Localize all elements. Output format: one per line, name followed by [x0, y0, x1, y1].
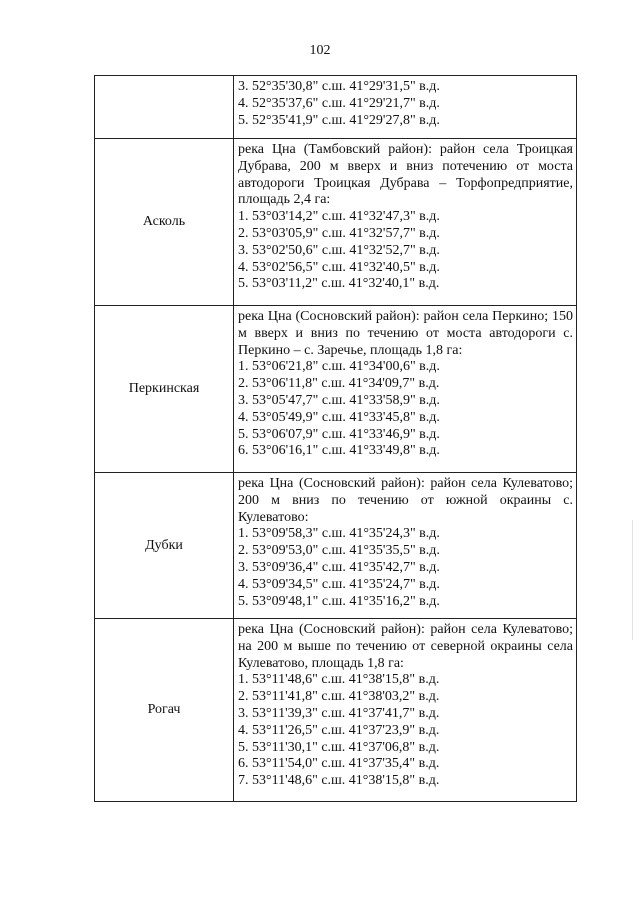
- area-description-cell: [234, 76, 577, 139]
- area-description-cell: [234, 306, 577, 473]
- coordinate-line: 7. 53°11'48,6" с.ш. 41°38'15,8" в.д.: [238, 773, 440, 789]
- area-name-cell: Асколь: [95, 139, 234, 306]
- coordinate-line: 2. 53°06'11,8" с.ш. 41°34'09,7" в.д.: [238, 376, 440, 392]
- area-name-cell: Рогач: [95, 619, 234, 802]
- table-row: [95, 619, 577, 802]
- coordinate-line: 5. 53°03'11,2" с.ш. 41°32'40,1" в.д.: [238, 276, 440, 292]
- coordinate-line: 3. 53°11'39,3" с.ш. 41°37'41,7" в.д.: [238, 705, 440, 721]
- area-name-cell: Дубки: [95, 473, 234, 619]
- coordinate-line: 2. 53°11'41,8" с.ш. 41°38'03,2" в.д.: [238, 689, 440, 705]
- area-name-cell: Перкинская: [95, 306, 234, 473]
- coordinate-line: 4. 53°11'26,5" с.ш. 41°37'23,9" в.д.: [238, 722, 440, 738]
- area-description: река Цна (Сосновский район): район села Перкино; 150 м вверх и вниз по течению от моста автодороги с. Перкино – с. Заречье, площадь 1,8 га:: [238, 309, 573, 358]
- table-row: [95, 306, 577, 473]
- coordinate-line: 1. 53°06'21,8" с.ш. 41°34'00,6" в.д.: [238, 359, 440, 375]
- coordinate-line: 4. 53°09'34,5" с.ш. 41°35'24,7" в.д.: [238, 576, 440, 592]
- table-row: [95, 473, 577, 619]
- area-description: река Цна (Сосновский район): район села Кулеватово; на 200 м выше по течению от северной окраины села Кулеватово, площадь 1,8 га:: [238, 622, 573, 671]
- coordinate-line: 3. 52°35'30,8" с.ш. 41°29'31,5" в.д.: [238, 79, 440, 94]
- table-row: [95, 76, 577, 139]
- coordinate-line: 3. 53°09'36,4" с.ш. 41°35'42,7" в.д.: [238, 559, 440, 575]
- coordinate-line: 6. 53°06'16,1" с.ш. 41°33'49,8" в.д.: [238, 443, 440, 459]
- area-description: река Цна (Сосновский район): район села Кулеватово; 200 м вниз по течению от южной окраины с. Кулеватово:: [238, 476, 573, 525]
- coordinate-line: 1. 53°11'48,6" с.ш. 41°38'15,8" в.д.: [238, 672, 440, 688]
- coordinate-line: 5. 53°11'30,1" с.ш. 41°37'06,8" в.д.: [238, 739, 440, 755]
- area-description: река Цна (Тамбовский район): район села Троицкая Дубрава, 200 м вверх и вниз потечению от моста автодороги Троицкая Дубрава – Торфопредприятие, площадь 2,4 га:: [238, 142, 573, 208]
- coordinate-line: 3. 53°05'47,7" с.ш. 41°33'58,9" в.д.: [238, 392, 440, 408]
- area-name-cell: [95, 76, 234, 139]
- coordinate-line: 1. 53°03'14,2" с.ш. 41°32'47,3" в.д.: [238, 209, 440, 225]
- fishing-areas-table: [94, 75, 577, 802]
- coordinate-line: 4. 52°35'37,6" с.ш. 41°29'21,7" в.д.: [238, 95, 440, 111]
- coordinate-line: 4. 53°02'56,5" с.ш. 41°32'40,5" в.д.: [238, 259, 440, 275]
- scan-edge-mark: [632, 520, 633, 640]
- coordinate-line: 2. 53°09'53,0" с.ш. 41°35'35,5" в.д.: [238, 543, 440, 559]
- coordinate-line: 5. 53°06'07,9" с.ш. 41°33'46,9" в.д.: [238, 426, 440, 442]
- table-row: [95, 139, 577, 306]
- coordinate-line: 5. 53°09'48,1" с.ш. 41°35'16,2" в.д.: [238, 593, 440, 609]
- coordinate-line: 4. 53°05'49,9" с.ш. 41°33'45,8" в.д.: [238, 409, 440, 425]
- page-number: 102: [309, 43, 331, 58]
- coordinate-line: 3. 53°02'50,6" с.ш. 41°32'52,7" в.д.: [238, 242, 440, 258]
- coordinate-line: 1. 53°09'58,3" с.ш. 41°35'24,3" в.д.: [238, 526, 440, 542]
- area-description-cell: [234, 619, 577, 802]
- coordinate-line: 5. 52°35'41,9" с.ш. 41°29'27,8" в.д.: [238, 112, 440, 128]
- area-description-cell: [234, 473, 577, 619]
- area-description-cell: [234, 139, 577, 306]
- coordinate-line: 2. 53°03'05,9" с.ш. 41°32'57,7" в.д.: [238, 225, 440, 241]
- coordinate-line: 6. 53°11'54,0" с.ш. 41°37'35,4" в.д.: [238, 756, 440, 772]
